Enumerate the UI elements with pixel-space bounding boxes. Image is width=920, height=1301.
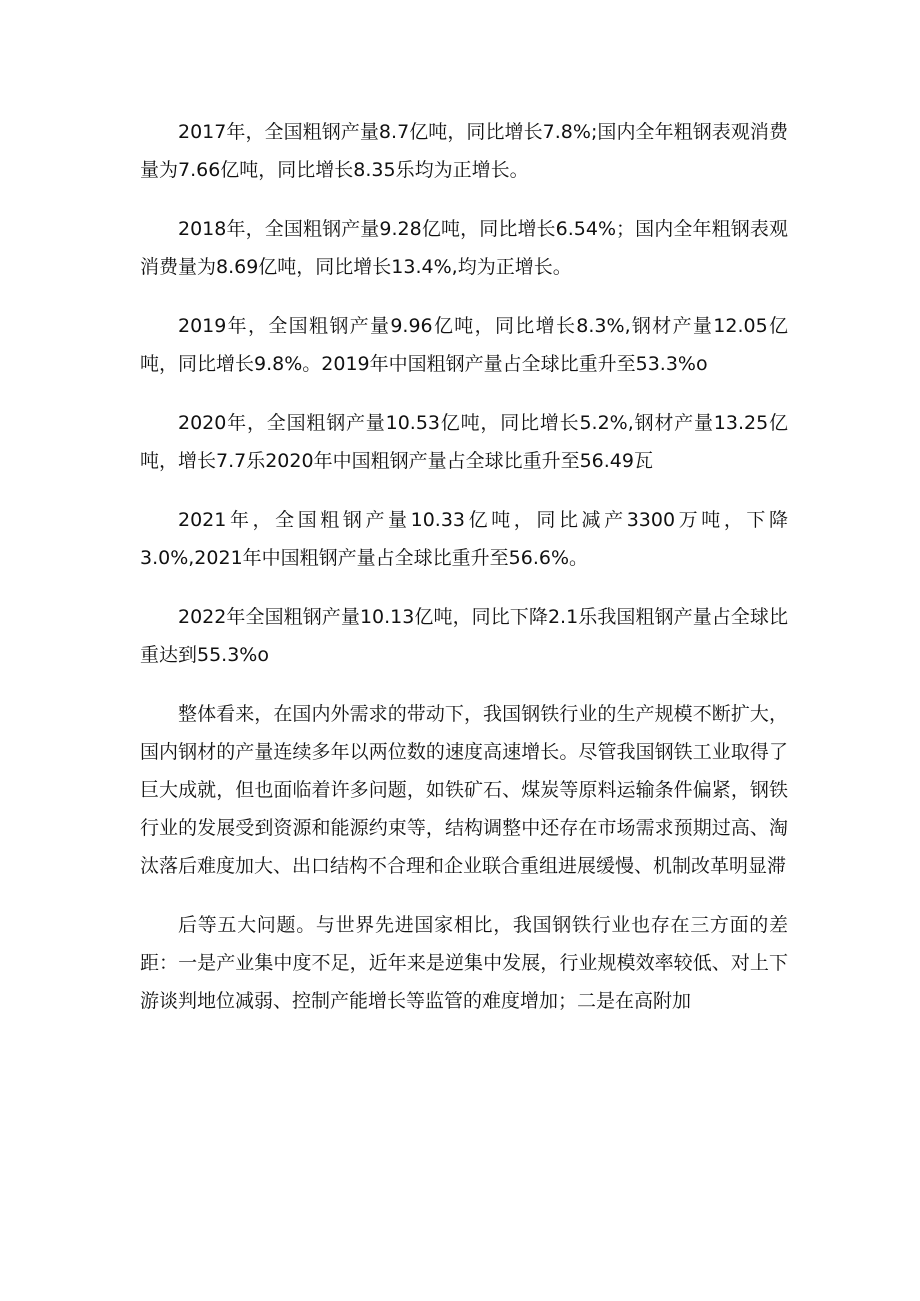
paragraph-overview: 整体看来，在国内外需求的带动下，我国钢铁行业的生产规模不断扩大，国内钢材的产量连续多年以两位数的速度高速增长。尽管我国钢铁工业取得了巨大成就，但也面临着许多问题，如铁矿石、煤炭等原料运输条件偏紧，钢铁行业的发展受到资源和能源约束等，结构调整中还存在市场需求预期过高、淘汰落后难度加大、出口结构不合理和企业联合重组进展缓慢、机制改革明显滞 <box>140 703 788 877</box>
paragraph-2017: 2017年，全国粗钢产量8.7亿吨，同比增长7.8%;国内全年粗钢表观消费量为7.66亿吨，同比增长8.35乐均为正增长。 <box>140 121 788 181</box>
paragraph-2020: 2020年，全国粗钢产量10.53亿吨，同比增长5.2%,钢材产量13.25亿吨，增长7.7乐2020年中国粗钢产量占全球比重升至56.49瓦 <box>140 412 788 472</box>
document-body <box>140 113 788 1020</box>
paragraph-2021: 2021年，全国粗钢产量10.33亿吨，同比减产3300万吨，下降3.0%,2021年中国粗钢产量占全球比重升至56.6%。 <box>140 509 788 569</box>
paragraph-2022: 2022年全国粗钢产量10.13亿吨，同比下降2.1乐我国粗钢产量占全球比重达到55.3%o <box>140 606 788 666</box>
paragraph-gaps: 后等五大问题。与世界先进国家相比，我国钢铁行业也存在三方面的差距：一是产业集中度不足，近年来是逆集中发展，行业规模效率较低、对上下游谈判地位减弱、控制产能增长等监管的难度增加；二是在高附加 <box>140 914 788 1012</box>
paragraph-2018: 2018年，全国粗钢产量9.28亿吨，同比增长6.54%；国内全年粗钢表观消费量为8.69亿吨，同比增长13.4%,均为正增长。 <box>140 218 788 278</box>
paragraph-2019: 2019年，全国粗钢产量9.96亿吨，同比增长8.3%,钢材产量12.05亿吨，同比增长9.8%。2019年中国粗钢产量占全球比重升至53.3%o <box>140 315 788 375</box>
